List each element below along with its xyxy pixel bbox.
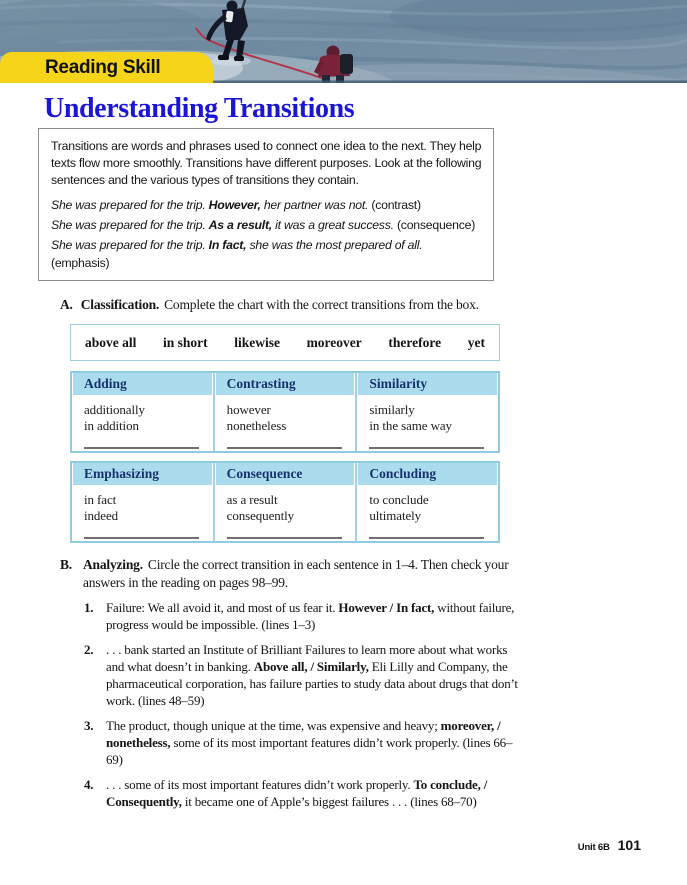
word-bank-item: therefore xyxy=(388,334,442,350)
unit-label: Unit 6B xyxy=(577,842,610,853)
word-bank-item: moreover xyxy=(306,334,362,350)
transition-highlight: As a result, xyxy=(208,218,272,232)
transition-highlight: In fact, xyxy=(208,238,247,252)
exercise-b-items xyxy=(84,599,522,818)
column-header: Concluding xyxy=(358,463,497,487)
item-number: 3. xyxy=(84,718,94,733)
transitions-table-1 xyxy=(70,371,500,453)
exercise-title: Classification. xyxy=(80,297,160,312)
example-sentence: She was prepared for the trip. As a result, it was a great success. (consequence) xyxy=(51,218,476,232)
page-footer xyxy=(578,837,641,853)
item-number: 1. xyxy=(84,600,94,615)
column-header: Similarity xyxy=(358,373,497,397)
transition-type-label: (contrast) xyxy=(371,198,421,212)
exercise-letter: A. xyxy=(60,297,73,312)
exercise-b-heading xyxy=(60,556,516,592)
table-column-concluding xyxy=(355,463,498,541)
transition-word: similarly xyxy=(369,402,415,417)
table-column-similarity xyxy=(355,373,498,451)
transitions-table-2 xyxy=(70,461,500,543)
exercise-instructions: Circle the correct transition in each sentence in 1–4. Then check your answers in the reading on pages 98–99. xyxy=(83,557,509,590)
intro-paragraph: Transitions are words and phrases used to connect one idea to the next. They help texts flow more smoothly. Transitions have different purposes. Look at the following sentences and the various types of transitions they contain. xyxy=(51,139,482,187)
table-column-contrasting xyxy=(213,373,356,451)
transition-word: however xyxy=(226,402,271,417)
column-header: Adding xyxy=(73,373,212,397)
table-column-emphasizing xyxy=(72,463,213,541)
transition-word: consequently xyxy=(226,508,295,523)
word-bank-item: likewise xyxy=(234,334,280,350)
example-sentence: She was prepared for the trip. However, her partner was not. (contrast) xyxy=(51,198,421,212)
transition-word: indeed xyxy=(84,508,119,523)
transition-word: as a result xyxy=(226,492,278,507)
exercise-title: Analyzing. xyxy=(83,557,143,572)
example-sentence: She was prepared for the trip. In fact, she was the most prepared of all. (emphasis) xyxy=(51,238,423,270)
transition-choice: Above all, / Similarly, xyxy=(253,659,369,674)
section-tab-label: Reading Skill xyxy=(45,56,161,78)
transition-highlight: However, xyxy=(208,198,261,212)
exercise-item-1: 1. Failure: We all avoid it, and most of us fear it. However / In fact, without failure, progress would be impossible. (lines 1–3) xyxy=(84,600,515,632)
transition-word: ultimately xyxy=(369,508,422,523)
exercise-item-4: 4. . . . some of its most important features didn’t work properly. To conclude, / Consequently, it became one of Apple’s biggest failures . . . (lines 68–70) xyxy=(84,777,488,809)
exercise-instructions: Complete the chart with the correct transitions from the box. xyxy=(164,297,479,312)
exercise-item-2: 2. . . . bank started an Institute of Brilliant Failures to learn more about what works and what doesn’t in banking. Above all, / Similarly, Eli Lilly and Company, the pharmaceutical corporation, has failure parties to study data about drugs that don’t work. (lines 48–59) xyxy=(84,642,518,708)
answer-blank xyxy=(227,447,342,449)
column-header: Consequence xyxy=(216,463,355,487)
word-bank-item: in short xyxy=(162,334,208,350)
transition-word: nonetheless xyxy=(226,418,287,433)
answer-blank xyxy=(84,447,199,449)
page-number: 101 xyxy=(617,837,641,853)
answer-blank xyxy=(84,537,199,539)
transition-choice: moreover, / nonetheless, xyxy=(106,718,501,750)
answer-blank xyxy=(369,447,484,449)
transition-word: in fact xyxy=(84,492,117,507)
exercise-item-3: 3. The product, though unique at the time, was expensive and heavy; moreover, / nonetheless, some of its most important features didn’t work properly. (lines 66–69) xyxy=(84,718,513,767)
transition-choice: However / In fact, xyxy=(338,600,435,615)
item-number: 2. xyxy=(84,642,94,657)
transition-type-label: (consequence) xyxy=(396,218,476,232)
transition-word: to conclude xyxy=(369,492,429,507)
transition-word: in the same way xyxy=(369,418,452,433)
word-bank-item: above all xyxy=(85,334,137,350)
transition-choice: To conclude, / Consequently, xyxy=(106,777,488,809)
word-bank-item: yet xyxy=(467,334,485,350)
transition-word: in addition xyxy=(84,418,139,433)
transition-word: additionally xyxy=(84,402,145,417)
answer-blank xyxy=(369,537,484,539)
exercise-letter: B. xyxy=(60,557,72,572)
table-column-consequence xyxy=(213,463,356,541)
transition-type-label: (emphasis) xyxy=(51,256,110,270)
word-bank-box xyxy=(70,324,500,361)
item-number: 4. xyxy=(84,777,94,792)
column-header: Emphasizing xyxy=(73,463,212,487)
section-tab xyxy=(0,52,213,83)
table-column-adding xyxy=(72,373,213,451)
page-title: Understanding Transitions xyxy=(44,93,355,124)
intro-box xyxy=(38,128,494,281)
column-header: Contrasting xyxy=(216,373,355,397)
answer-blank xyxy=(227,537,342,539)
example-sentences xyxy=(51,196,482,272)
exercise-a-heading xyxy=(60,296,540,314)
